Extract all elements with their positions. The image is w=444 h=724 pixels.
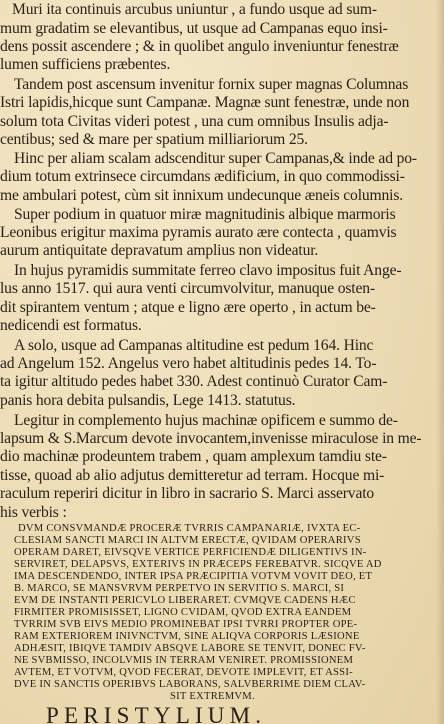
text-line: dio machinæ prodeuntem trabem , quam amplexum tamdiu ste- xyxy=(0,448,387,465)
inscription-line: ADHÆSIT, IBIQVE TAMDIV ABSQVE LABORE SE TENVIT, DONEC FV- xyxy=(14,643,366,654)
inscription-line: DVE IN SANCTIS OPERIBVS LABORANS, SALVBERRIME DIEM CLAV- xyxy=(14,679,366,690)
text-line: mum gradatim se elevantibus, ut usque ad Campanas equo insi- xyxy=(0,20,388,37)
text-line: me ambulari potest, cùm sit innixum undecunque æneis columnis. xyxy=(0,187,404,204)
text-line: ta igitur altitudo pedes habet 330. Adest continuò Curator Cam- xyxy=(0,373,388,390)
section-heading: PERISTYLIUM. xyxy=(46,703,267,724)
inscription-line: B. MARCO, SE MANSVRVM PERPETVO IN SERVITIO S. MARCI, SI xyxy=(14,583,345,594)
inscription-line: EVM DE INSTANTI PERICVLO LIBERARET. CVMQVE CADENS HÆC xyxy=(14,595,356,606)
text-line: Leonibus erigitur maxima pyramis aurato ære contecta , quamvis xyxy=(0,224,397,241)
text-line: raculum reperiri dicitur in libro in sacrario S. Marci asservato xyxy=(0,485,375,502)
text-line: dium totum extrinsece circumdans ædificium, in quo commodissi- xyxy=(0,168,405,185)
inscription-line: RAM EXTERIOREM INIVNCTVM, SINE ALIQVA CORPORIS LÆSIONE xyxy=(14,631,360,642)
text-line: dens possit ascendere ; & in quolibet angulo inveniuntur fenestræ xyxy=(0,38,399,55)
text-line: lapsum & S.Marcum devote invocantem,invenisse miraculose in me- xyxy=(0,430,422,447)
text-line: Istri lapidis,hicque sunt Campanæ. Magnæ sunt fenestræ, unde non xyxy=(0,94,410,111)
inscription-line: IMA DESCENDENDO, INTER IPSA PRÆCIPITIA VOTVM VOVIT DEO, ET xyxy=(14,571,373,582)
inscription-line: NE SVBMISSO, INCOLVMIS IN TERRAM VENIRET. PROMISSIONEM xyxy=(14,655,354,666)
text-line: nedicendi est formatus. xyxy=(0,317,142,334)
text-line: solum tota Civitas videri potest , una cum omnibus Insulis adja- xyxy=(0,113,389,130)
text-line: Legitur in complemento hujus machinæ opificem e summo de- xyxy=(14,412,398,429)
page-fold-shadow xyxy=(436,0,444,724)
inscription-line: AVTEM, ET VOTVM, QVOD FECERAT, DEVOTE IMPLEVIT, ET ASSI- xyxy=(14,667,353,678)
inscription-line: DVM CONSVMANDÆ PROCERÆ TVRRIS CAMPANARIÆ, IVXTA EC- xyxy=(18,523,361,534)
text-line: Super podium in quatuor miræ magnitudinis albique marmoris xyxy=(14,206,396,223)
text-line: In hujus pyramidis summitate ferreo clavo impositus fuit Ange- xyxy=(14,262,402,279)
text-line: Muri ita continuis arcubus uniuntur , a fundo usque ad sum- xyxy=(12,1,377,18)
text-line: Hinc per aliam scalam adscenditur super Campanas,& inde ad po- xyxy=(14,150,417,167)
inscription-line: CLESIAM SANCTI MARCI IN ALTVM ERECTÆ, QVIDAM OPERARIVS xyxy=(14,535,361,546)
text-line: lumen sufficiens præbentes. xyxy=(0,56,171,73)
text-line: dit spirantem ventum ; atque e ligno ære operto , in actum be- xyxy=(0,299,376,316)
text-line: tisse, quoad ab alio adjutus demitteretur ad terram. Hocque mi- xyxy=(0,467,385,484)
inscription-line: OPERAM DARET, EIVSQVE VERTICE PERFICIENDÆ DILIGENTIVS IN- xyxy=(14,547,367,558)
text-line: his verbis : xyxy=(0,504,67,521)
text-line: lus anno 1517. qui aura venti circumvolvitur, manuque osten- xyxy=(0,280,375,297)
text-line: centibus; sed & mare per spatium milliariorum 25. xyxy=(0,131,308,148)
text-line: panis hora debita pulsandis, Lege 1413. statutus. xyxy=(0,392,296,409)
inscription-line: FIRMITER PROMISISSET, LIGNO CVIDAM, QVOD EXTRA EANDEM xyxy=(14,607,352,618)
inscription-line: TVRRIM SVB EIVS MEDIO PROMINEBAT IPSI TVRRI PROPTER OPE- xyxy=(14,619,358,630)
text-line: aurum antiquitate depravatum amplius non videatur. xyxy=(0,242,319,259)
inscription-line: SERVIRET, DELAPSVS, EXTERIVS IN PRÆCEPS FEREBATVR. SICQVE AD xyxy=(14,559,382,570)
text-line: A solo, usque ad Campanas altitudine est pedum 164. Hinc xyxy=(14,337,374,354)
text-line: ad Angelum 152. Angelus vero habet altitudinis pedes 14. To- xyxy=(0,355,377,372)
inscription-line: SIT EXTREMVM. xyxy=(170,691,255,702)
text-line: Tandem post ascensum invenitur fornix super magnas Columnas xyxy=(14,76,409,93)
